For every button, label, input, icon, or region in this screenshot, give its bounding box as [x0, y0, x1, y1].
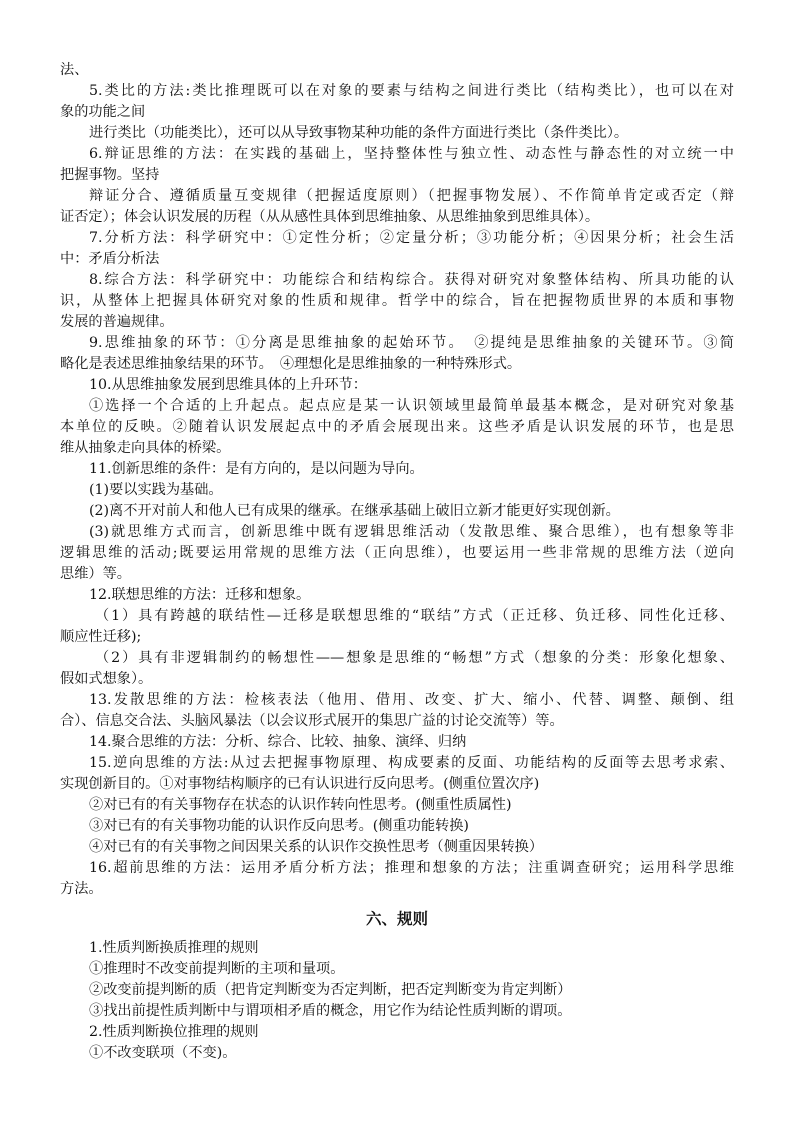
text-line: 9.思维抽象的环节：①分离是思维抽象的起始环节。 ②提纯是思维抽象的关键环节。③简: [89, 335, 734, 351]
text-line: 方法。: [60, 881, 103, 897]
text-line: ①选择一个合适的上升起点。起点应是某一认识领域里最简单最基本概念，是对研究对象基: [89, 398, 734, 414]
text-line: ①不改变联项（不变)。: [89, 1045, 237, 1061]
document-page: [60, 60, 734, 1064]
text-line: 12.联想思维的方法：迁移和想象。: [89, 587, 311, 603]
text-line: ③对已有的有关事物功能的认识作反向思考。(侧重功能转换): [89, 818, 469, 834]
text-line: 进行类比（功能类比），还可以从导致事物某种功能的条件方面进行类比（条件类比）。: [89, 125, 629, 141]
text-line: 假如式想象）。: [60, 671, 153, 687]
text-line: 辩证分合、遵循质量互变规律（把握适度原则）（把握事物发展）、不作简单肯定或否定（辩: [89, 188, 734, 204]
text-line: 实现创新目的。①对事物结构顺序的已有认识进行反向思考。(侧重位置次序): [60, 776, 540, 792]
text-line: 14.聚合思维的方法：分析、综合、比较、抽象、演绎、归纳: [89, 734, 467, 750]
text-line: 维从抽象走向具体的桥梁。: [60, 440, 231, 456]
text-line: ②对已有的有关事物存在状态的认识作转向性思考。(侧重性质属性): [89, 797, 512, 813]
text-line: 13.发散思维的方法：检核表法（他用、借用、改变、扩大、缩小、代替、调整、颠倒、组: [89, 692, 734, 708]
text-line: 1.性质判断换质推理的规则: [89, 940, 259, 956]
text-line: ④对已有的有关事物之间因果关系的认识作交换性思考（侧重因果转换）: [89, 839, 544, 855]
text-line: 合）、信息交合法、头脑风暴法（以会议形式展开的集思广益的讨论交流等）等。: [60, 713, 564, 729]
text-line: 顺应性迁移);: [60, 629, 142, 645]
text-line: 法、: [60, 62, 89, 78]
text-line: 略化是表述思维抽象结果的环节。 ④理想化是思维抽象的一种特殊形式。: [60, 356, 522, 372]
text-line: 本单位的反映。②随着认识发展起点中的矛盾会展现出来。这些矛盾是认识发展的环节，也是思: [60, 419, 734, 435]
text-line: 7.分析方法：科学研究中：①定性分析；②定量分析；③功能分析；④因果分析；社会生活: [89, 230, 734, 246]
text-line: 发展的普遍规律。: [60, 314, 174, 330]
text-line: (3)就思维方式而言，创新思维中既有逻辑思维活动（发散思维、聚合思维），也有想象等非: [89, 524, 734, 540]
text-line: （2）具有非逻辑制约的畅想性——想象是思维的“畅想”方式（想象的分类：形象化想象、: [95, 650, 734, 666]
text-line: (1)要以实践为基础。: [89, 482, 223, 498]
text-line: 象的功能之间: [60, 104, 146, 120]
text-line: 15.逆向思维的方法:从过去把握事物原理、构成要素的反面、功能结构的反面等去思考求索、: [89, 755, 734, 771]
text-line: （1）具有跨越的联结性—迁移是联想思维的“联结”方式（正迁移、负迁移、同性化迁移、: [95, 608, 734, 624]
text-line: 6.辩证思维的方法：在实践的基础上，坚持整体性与独立性、动态性与静态性的对立统一中: [89, 146, 734, 162]
text-line: (2)离不开对前人和他人已有成果的继承。在继承基础上破旧立新才能更好实现创新。: [89, 503, 620, 519]
text-line: 5.类比的方法:类比推理既可以在对象的要素与结构之间进行类比（结构类比），也可以在对: [89, 83, 734, 99]
text-line: 16.超前思维的方法：运用矛盾分析方法；推理和想象的方法；注重调查研究；运用科学思维: [89, 860, 734, 876]
text-line: ②改变前提判断的质（把肯定判断变为否定判断，把否定判断变为肯定判断）: [89, 982, 572, 998]
text-line: 10.从思维抽象发展到思维具体的上升环节：: [89, 377, 367, 393]
text-line: 把握事物。坚持: [60, 167, 160, 183]
text-line: 证否定）；体会认识发展的历程（从从感性具体到思维抽象、从思维抽象到思维具体）。: [60, 209, 600, 225]
text-line: ③找出前提性质判断中与谓项相矛盾的概念，用它作为结论性质判断的谓项。: [89, 1003, 572, 1019]
text-line: 中：矛盾分析法: [60, 251, 160, 267]
text-line: 2.性质判断换位推理的规则: [89, 1024, 259, 1040]
text-line: ①推理时不改变前提判断的主项和量项。: [89, 961, 345, 977]
text-line: 识，从整体上把握具体研究对象的性质和规律。哲学中的综合，旨在把握物质世界的本质和事物: [60, 293, 734, 309]
text-line: 逻辑思维的活动;既要运用常规的思维方法（正向思维），也要运用一些非常规的思维方法（逆向: [60, 545, 734, 561]
text-line: 思维）等。: [60, 566, 131, 582]
text-line: 11.创新思维的条件：是有方向的，是以问题为导向。: [89, 461, 424, 477]
section-heading: 六、规则: [365, 910, 428, 928]
text-line: 8.综合方法：科学研究中：功能综合和结构综合。获得对研究对象整体结构、所具功能的认: [89, 272, 734, 288]
